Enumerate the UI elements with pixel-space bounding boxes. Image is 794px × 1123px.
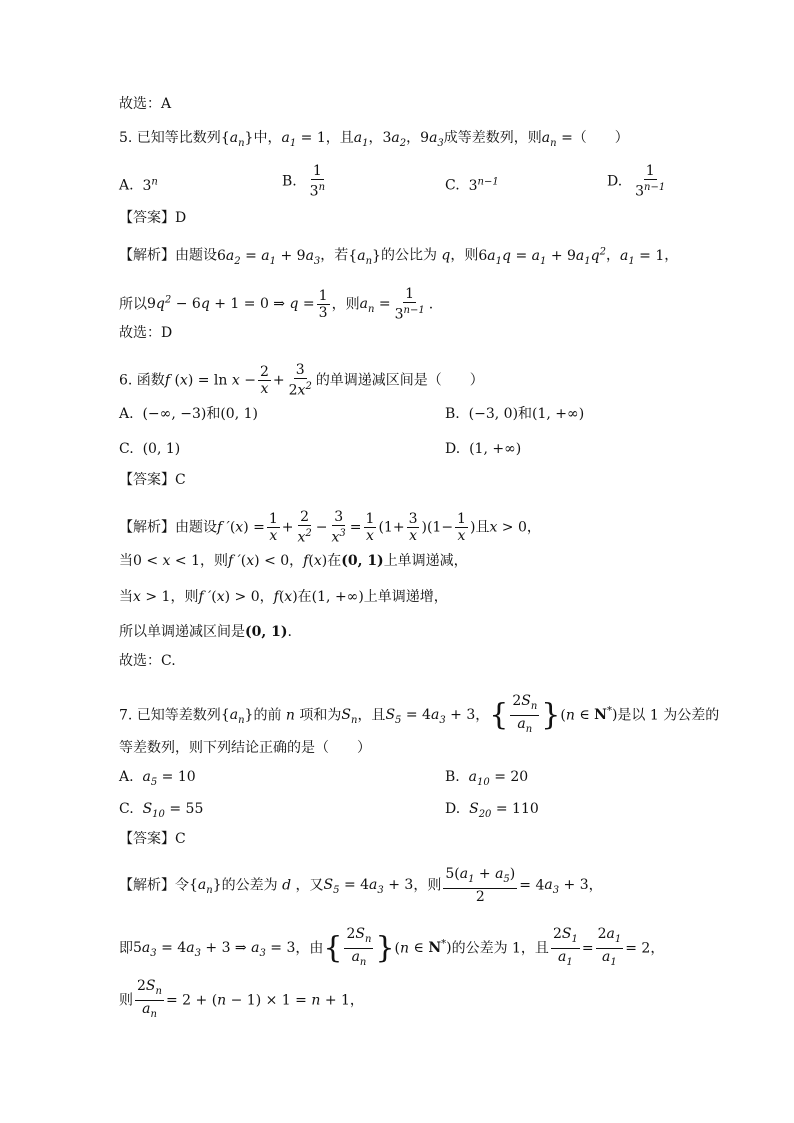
text: 故选：D bbox=[119, 325, 173, 341]
option-c: C. $3^{n-1}$ bbox=[445, 176, 499, 194]
label: A. bbox=[119, 769, 134, 785]
text: 的前 bbox=[253, 707, 282, 724]
answer-7 bbox=[119, 829, 186, 849]
label: B. bbox=[282, 173, 297, 190]
text: 【解析】由题设 bbox=[119, 247, 217, 264]
text: ，则 bbox=[413, 877, 442, 894]
question-7: 7. 已知等差数列$\{a_n\}$的前 n 项和为$S_n$，且$S_5 = 4a_3 + 3$，{ $\frac{2S_n}{a_n}$ }(n ∈ N*)是以 1 为公差的 bbox=[119, 693, 720, 735]
text: 故选：C. bbox=[119, 653, 176, 669]
label: D. bbox=[445, 441, 461, 457]
analysis-6-line4: 所以单调递减区间是(0, 1). bbox=[119, 624, 292, 640]
label: B. bbox=[445, 406, 460, 422]
label: D. bbox=[607, 173, 623, 190]
label: A. bbox=[119, 177, 134, 194]
option-a: A. $a_5 = 10$ bbox=[119, 769, 196, 788]
text: 上单调递减， bbox=[383, 553, 468, 569]
text: ，则 bbox=[199, 553, 228, 569]
text: 的公差为 bbox=[221, 877, 278, 894]
answer-5 bbox=[119, 208, 186, 228]
text: （ ） bbox=[572, 130, 629, 146]
text: 【答案】D bbox=[119, 210, 187, 226]
label: B. bbox=[445, 769, 460, 785]
label: C. bbox=[119, 441, 134, 457]
text: ，则 bbox=[331, 296, 360, 313]
option-d: D. $\frac{1}{3^{n-1}}$ bbox=[607, 163, 666, 200]
text: 【答案】C bbox=[119, 831, 186, 847]
text: 且 bbox=[475, 519, 490, 536]
text: ，且 bbox=[357, 707, 386, 724]
text: ，由 bbox=[295, 940, 324, 957]
text: 则 bbox=[119, 992, 133, 1009]
analysis-6-line2: 当0 < x < 1，则f ′(x) < 0，f(x)在(0, 1)上单调递减， bbox=[119, 553, 468, 569]
option-b: B. (−3, 0)和(1, +∞) bbox=[445, 406, 585, 422]
text: 项和为 bbox=[299, 707, 342, 724]
option-b: B. $\frac{1}{3^n}$ bbox=[282, 163, 326, 200]
text: 7. 已知等差数列 bbox=[119, 707, 221, 724]
label: C. bbox=[119, 801, 134, 817]
analysis-5-line1: 【解析】由题设$6a_2 = a_1 + 9a_3$，若$\{a_n\}$的公比为 q，则$6a_1q = a_1 + 9a_1q^2$，$a_1 = 1$， bbox=[119, 246, 679, 267]
answer-6 bbox=[119, 470, 186, 490]
analysis-7-line2: 即$5a_3 = 4a_3 + 3$ ⇒ $a_3 = 3$，由{ $\frac{2S_n}{a_n}$ }(n ∈ N*)的公差为 1，且 $\frac{2S_1}{a_1}$ = $\frac{2a_1}{a_1}$ = 2， bbox=[119, 926, 665, 968]
option-c: C. (0, 1) bbox=[119, 441, 181, 457]
answer-choice-line bbox=[119, 651, 176, 671]
answer-choice-line bbox=[119, 323, 172, 343]
text: ，又 bbox=[295, 877, 324, 894]
text: 【答案】C bbox=[119, 472, 186, 488]
text: 等差数列，则下列结论正确的是（ ） bbox=[119, 740, 371, 756]
analysis-5-line2: 所以$9q^2 - 6q + 1 = 0$ ⇒ q = $\frac{1}{3}$ ，则$a_n$ = $\frac{1}{3^{n-1}}$ . bbox=[119, 286, 434, 323]
label: D. bbox=[445, 801, 461, 817]
text: ，则 bbox=[450, 247, 479, 264]
text: 成等差数列，则 bbox=[443, 130, 542, 146]
text: 故选：A bbox=[119, 96, 172, 112]
option-a: A. (−∞, −3)和(0, 1) bbox=[119, 406, 258, 422]
analysis-7-line1: 【解析】令$\{a_n\}$的公差为 d ，又$S_5 = 4a_3 + 3$，则 $\frac{5(a_1 + a_5)}{2}$ = $4a_3 + 3$， bbox=[119, 866, 603, 905]
text: 的单调递减区间是（ ） bbox=[315, 372, 484, 389]
text: 当 bbox=[119, 589, 133, 605]
text: ，若 bbox=[320, 247, 349, 264]
analysis-6-line3: 当x > 1，则f ′(x) > 0，f(x)在(1, +∞)上单调递增， bbox=[119, 589, 448, 605]
text: 5. 已知等比数列 bbox=[119, 130, 221, 146]
text: 当 bbox=[119, 553, 133, 569]
option-d: D. $S_{20} = 110$ bbox=[445, 801, 539, 820]
text: ，且 bbox=[325, 130, 354, 146]
text: 所以 bbox=[119, 296, 147, 313]
text: 的公差为 1，且 bbox=[451, 940, 549, 957]
option-c: C. $S_{10} = 55$ bbox=[119, 801, 204, 820]
option-d: D. (1, +∞) bbox=[445, 441, 522, 457]
label: A. bbox=[119, 406, 134, 422]
question-5: 5. 已知等比数列$\{a_n\}$中，$a_1 = 1$，且$a_1$，$3a_2$，$9a_3$成等差数列，则$a_n$ =（ ） bbox=[119, 130, 629, 149]
text: ，则 bbox=[170, 589, 199, 605]
analysis-6-line1: 【解析】由题设f ′(x) = $\frac{1}{x}$ + $\frac{2}{x^2}$ − $\frac{3}{x^3}$ = $\frac{1}{x}$ (1+ $\frac{3}{x}$ )(1− $\frac{1}{x}$ )且x > 0， bbox=[119, 509, 541, 546]
text: 的公比为 bbox=[380, 247, 437, 264]
text: 中， bbox=[253, 130, 282, 146]
text: 【解析】令 bbox=[119, 877, 189, 894]
label: C. bbox=[445, 177, 460, 194]
answer-choice-line bbox=[119, 94, 171, 114]
text: 是以 1 为公差的 bbox=[617, 707, 720, 724]
text: 上单调递增， bbox=[363, 589, 448, 605]
option-a: A. 3$^n$ bbox=[119, 176, 158, 194]
question-6: 6. 函数f (x) = ln x − $\frac{2}{x}$ + $\frac{3}{2x^2}$ 的单调递减区间是（ ） bbox=[119, 362, 484, 399]
text: 即 bbox=[119, 940, 133, 957]
text: 和 bbox=[518, 406, 533, 422]
text: 所以单调递减区间是 bbox=[119, 624, 245, 640]
analysis-7-line3: 则 $\frac{2S_n}{a_n}$ = 2 + (n − 1) × 1 = n + 1， bbox=[119, 978, 364, 1020]
option-b: B. $a_{10} = 20$ bbox=[445, 769, 529, 788]
question-7-cont bbox=[119, 738, 371, 758]
text: 【解析】由题设 bbox=[119, 519, 217, 536]
text: 6. 函数 bbox=[119, 372, 165, 389]
text: 和 bbox=[206, 406, 221, 422]
